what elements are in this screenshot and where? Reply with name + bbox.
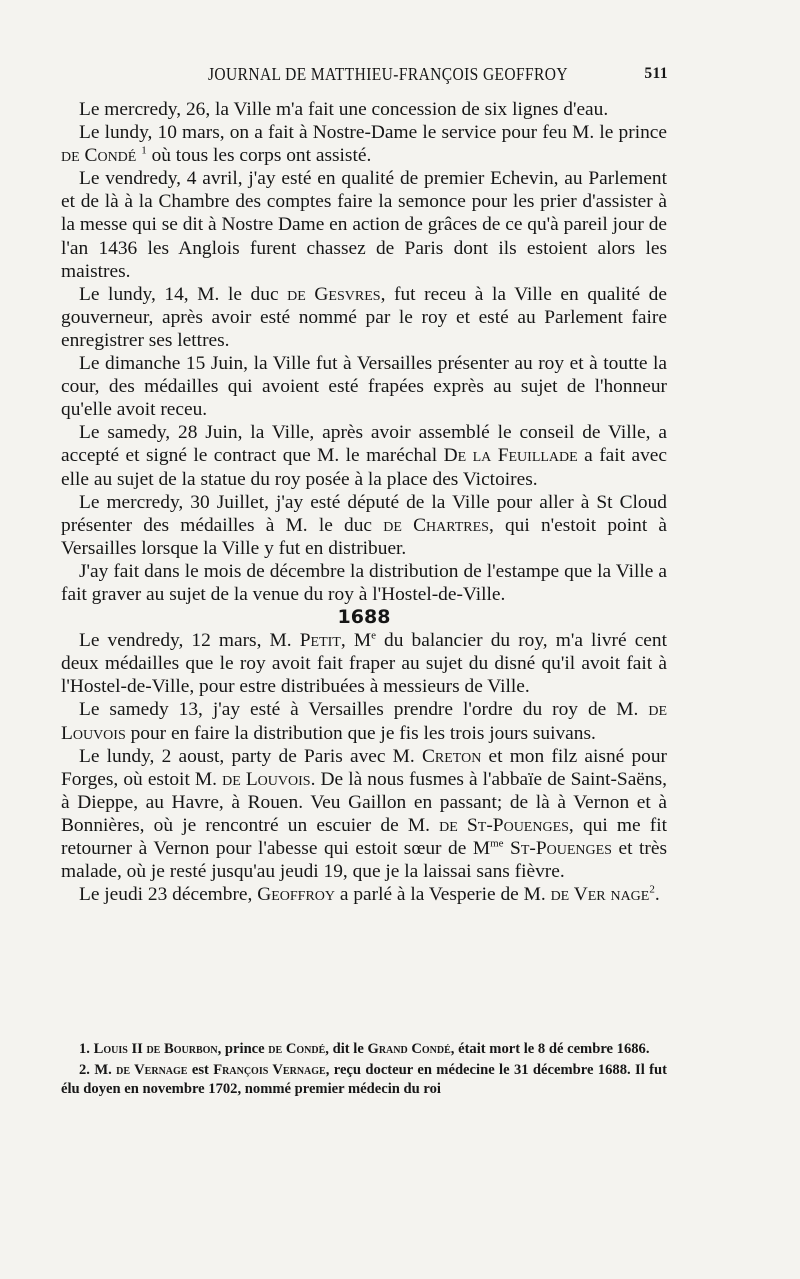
footnote: 2. M. de Vernage est François Vernage, reçu docteur en médecine le 31 décembre 1688. Il fut élu doyen en novembre 1702, nommé premier médecin du roi [61,1062,667,1097]
person-name: de Gesvres [287,283,381,305]
running-title: JOURNAL DE MATTHIEU-FRANÇOIS GEOFFROY [208,65,568,85]
person-name: de Ver nage [550,884,650,906]
paragraph: Le vendredy, 12 mars, M. Petit, Me du balancier du roy, m'a livré cent deux médailles que le roy avoit fait fraper au sujet du disné qu'il avoit fait à l'Hostel-de-Ville, pour estre distribuées à messieurs de Ville. [61,629,667,698]
person-name: Geoffroy [257,884,336,906]
paragraph: Le mercredy, 26, la Ville m'a fait une concession de six lignes d'eau. [79,99,609,120]
paragraph: J'ay fait dans le mois de décembre la distribution de l'estampe que la Ville a fait graver au sujet de la venue du roy à l'Hostel-de-Ville. [61,560,667,605]
person-name: de Louvois [61,699,667,744]
paragraph: Le samedy, 28 Juin, la Ville, après avoir assemblé le conseil de Ville, a accepté et signé le contract que M. le maréchal De la Feuillade a fait avec elle au sujet de la statue du roy posée à la place des Victoires. [61,422,667,490]
person-name: de St-Pouenges [439,814,569,836]
year-heading: 1688 [337,606,391,629]
person-name: St-Pouenges [510,838,612,859]
page-number: 511 [644,65,668,82]
paragraph: Le mercredy, 30 Juillet, j'ay esté député de la Ville pour aller à St Cloud présenter des médailles à M. le duc de Chartres, qui n'estoit point à Versailles lorsque la Ville y fut en distribuer. [61,491,667,559]
paragraph: Le lundy, 2 aoust, party de Paris avec M. Creton et mon filz aisné pour Forges, où estoit M. de Louvois. De là nous fusmes à l'abbaïe de Saint-Saëns, à Dieppe, au Havre, à Rouen. Veu Gaillon en passant; de là à Vernon et à Bonnières, où je rencontré un escuier de M. de St-Pouenges, qui me fit retourner à Vernon pour l'abesse qui estoit sœur de $M^{me}$ St-Pouenges et très malade, où je resté jusqu'au jeudi 19, que je la laissai sans fièvre. [61,745,668,883]
paragraph: Le lundy, 14, M. le duc de Gesvres, fut receu à la Ville en qualité de gouverneur, après avoir esté nommé par le roy et esté au Parlement faire enregistrer ses lettres. [61,283,667,351]
paragraph: Le samedy 13, j'ay esté à Versailles prendre l'ordre du roy de M. de Louvois pour en faire la distribution que je fis les trois jours suivans. [61,699,667,744]
footnote-ref: 1 [141,144,147,157]
paragraph: Le dimanche 15 Juin, la Ville fut à Versailles présenter au roy et à toutte la cour, des médailles qui avoient esté frapées exprès au sujet de l'honneur qu'elle avoit receu. [61,353,667,421]
person-name: Condé [84,145,137,167]
footnotes [61,1040,667,1101]
footnote: 1. Louis II de Bourbon, prince de Condé, dit le Grand Condé, était mort le 8 dé cembre 1686. [79,1041,650,1057]
paragraph: Le vendredy, 4 avril, j'ay esté en qualité de premier Echevin, au Parlement et de là à la Chambre des comptes faire la semonce pour les prier d'assister à la messe qui se dit à Nostre Dame en action de grâces de ce qu'à pareil jour de l'an 1436 les Anglois furent chassez de Paris dont ils estoient alors les maistres. [61,168,667,282]
person-name: De la Feuillade [443,445,578,467]
person-name: Creton [421,745,482,767]
paragraph: Le lundy, 10 mars, on a fait à Nostre-Dame le service pour feu M. le prince de Condé $^1$ où tous les corps ont assisté. [61,122,667,167]
person-name: de Chartres [383,514,489,536]
main-text [61,98,667,906]
person-name: de Louvois [222,768,311,790]
paragraph: Le jeudi 23 décembre, Geoffroy a parlé à la Vesperie de M. de Ver nage$^2$. [79,883,660,906]
footnote-ref: 2 [649,883,655,896]
running-head [60,65,668,89]
person-name: Petit [299,630,341,652]
